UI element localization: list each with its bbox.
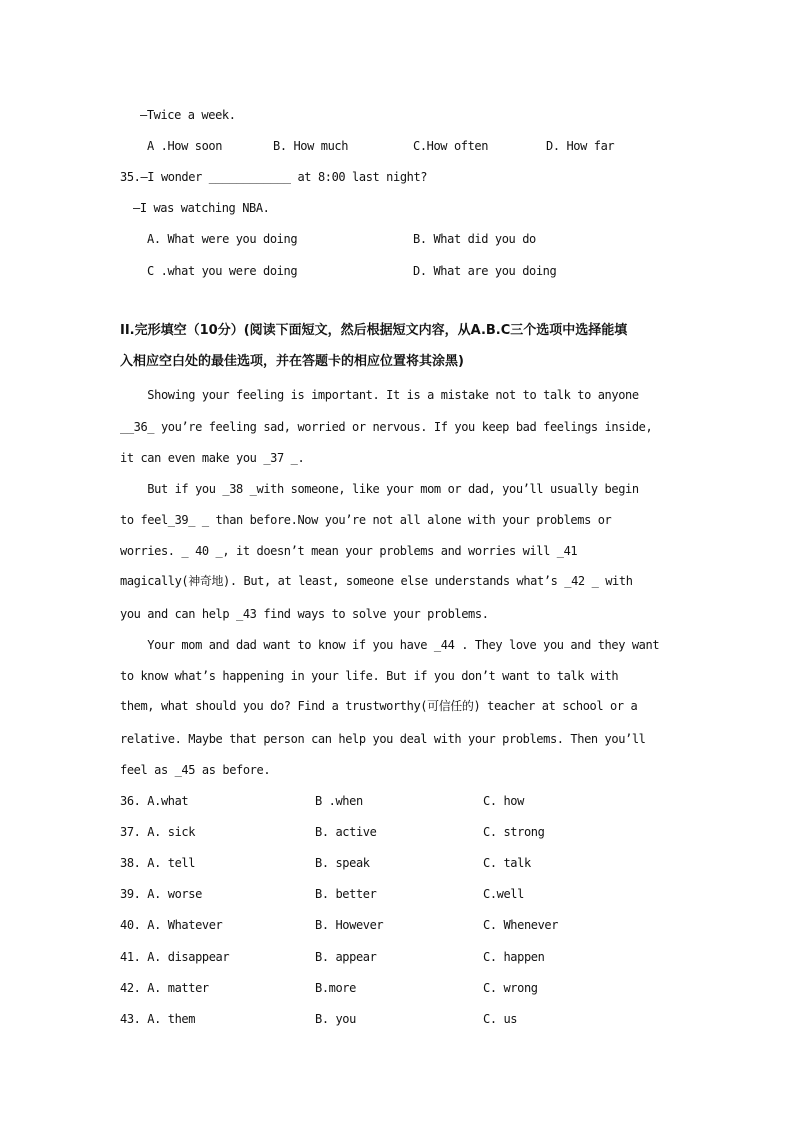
choice-36-b: B .when	[315, 794, 363, 808]
passage-line-7: magically(神奇地). But, at least, someone else understands what’s _42 _ with	[120, 574, 633, 588]
passage-line-12: relative. Maybe that person can help you deal with your problems. Then you’ll	[120, 732, 646, 746]
choice-43-c: C. us	[483, 1012, 518, 1026]
passage-line-6: worries. _ 40 _, it doesn’t mean your problems and worries will _41	[120, 544, 578, 558]
choice-36-c: C. how	[483, 794, 524, 808]
passage-line-9: Your mom and dad want to know if you have _44 . They love you and they want	[120, 638, 660, 652]
choice-39-b: B. better	[315, 887, 377, 901]
choice-41-a: 41. A. disappear	[120, 950, 230, 964]
q34-option-c: C.How often	[413, 139, 489, 153]
choice-39-c: C.well	[483, 887, 524, 901]
choice-42-a: 42. A. matter	[120, 981, 209, 995]
choice-38-a: 38. A. tell	[120, 856, 196, 870]
q35-option-c: C .what you were doing	[147, 264, 298, 278]
section-title-line-1: II.完形填空（10分）(阅读下面短文，然后根据短文内容，从A.B.C三个选项中选择能填	[120, 323, 628, 338]
passage-line-4: But if you _38 _with someone, like your mom or dad, you’ll usually begin	[120, 482, 639, 496]
choice-37-b: B. active	[315, 825, 377, 839]
section-title-line-2: 入相应空白处的最佳选项，并在答题卡的相应位置将其涂黑)	[120, 354, 464, 369]
q35-prompt-start: 35.—I wonder	[120, 170, 209, 184]
q35-option-a: A. What were you doing	[147, 232, 298, 246]
passage-line-8: you and can help _43 find ways to solve your problems.	[120, 607, 489, 621]
choice-41-c: C. happen	[483, 950, 545, 964]
choice-38-b: B. speak	[315, 856, 370, 870]
q35-prompt-blank: ____________	[208, 170, 291, 184]
q35-answer-line: —I was watching NBA.	[133, 201, 270, 215]
choice-36-a: 36. A.what	[120, 794, 189, 808]
choice-39-a: 39. A. worse	[120, 887, 202, 901]
q35-prompt	[120, 169, 427, 185]
q35-option-b: B. What did you do	[413, 232, 536, 246]
passage-line-5: to feel_39_ _ than before.Now you’re not all alone with your problems or	[120, 513, 612, 527]
choice-43-a: 43. A. them	[120, 1012, 196, 1026]
q35-prompt-end: at 8:00 last night?	[290, 170, 428, 184]
passage-line-11: them, what should you do? Find a trustworthy(可信任的) teacher at school or a	[120, 699, 638, 713]
choice-38-c: C. talk	[483, 856, 531, 870]
q34-option-d: D. How far	[546, 139, 615, 153]
choice-40-c: C. Whenever	[483, 918, 559, 932]
passage-line-1: Showing your feeling is important. It is a mistake not to talk to anyone	[120, 388, 639, 402]
choice-43-b: B. you	[315, 1012, 356, 1026]
choice-42-b: B.more	[315, 981, 356, 995]
passage-line-13: feel as _45 as before.	[120, 763, 271, 777]
q34-option-a: A .How soon	[147, 139, 223, 153]
q34-option-b: B. How much	[273, 139, 349, 153]
choice-40-a: 40. A. Whatever	[120, 918, 223, 932]
passage-line-3: it can even make you _37 _.	[120, 451, 305, 465]
choice-37-a: 37. A. sick	[120, 825, 196, 839]
q35-option-d: D. What are you doing	[413, 264, 557, 278]
passage-line-2: __36_ you’re feeling sad, worried or nervous. If you keep bad feelings inside,	[120, 420, 653, 434]
choice-41-b: B. appear	[315, 950, 377, 964]
choice-37-c: C. strong	[483, 825, 545, 839]
choice-42-c: C. wrong	[483, 981, 538, 995]
choice-40-b: B. However	[315, 918, 384, 932]
q34-answer-line: —Twice a week.	[140, 108, 236, 122]
passage-line-10: to know what’s happening in your life. But if you don’t want to talk with	[120, 669, 619, 683]
